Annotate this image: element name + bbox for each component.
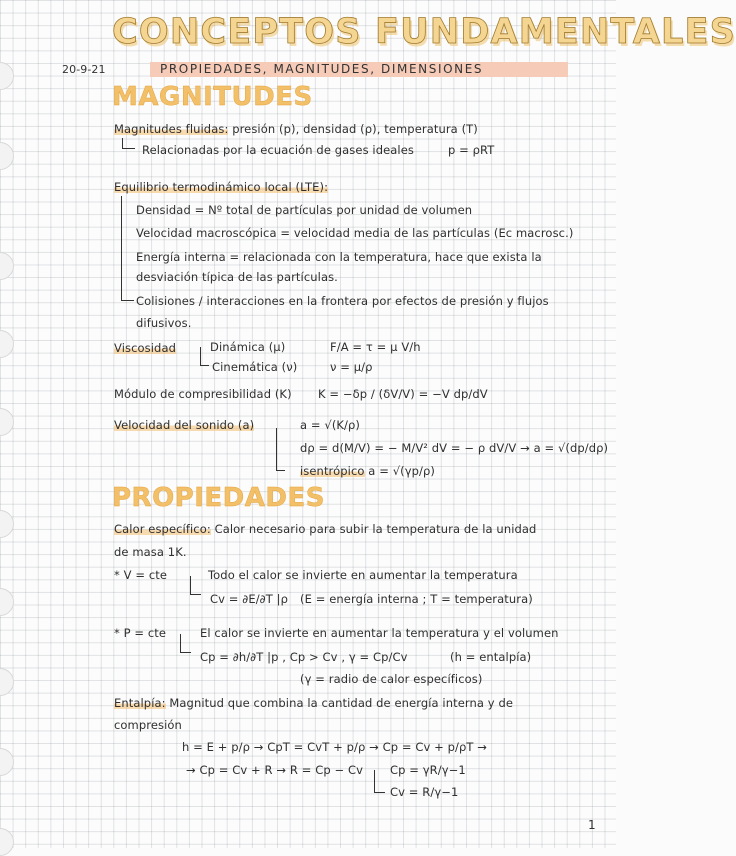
entalpia-text-1: Magnitud que combina la cantidad de energía interna y de [169,696,514,710]
fluidas-label: Magnitudes fluidas: [114,122,229,136]
binder-hole [0,142,14,170]
cv-formula: Cv = ∂E/∂T |ρ [210,592,288,606]
lte-item-4: Colisiones / interacciones en la frontera por efectos de presión y flujos [136,294,549,308]
binder-hole [0,748,14,776]
isentropico-formula: a = √(γp/ρ) [368,464,435,478]
calor-label: Calor específico: [114,522,211,536]
viscosidad-bracket [200,347,209,366]
page-title: CONCEPTOS FUNDAMENTALES [112,12,736,52]
sonido-formula-2: dρ = d(M/V) = − M/V² dV = − ρ dV/V → a = √(dp/dρ) [300,441,609,455]
entalpia-bracket [374,770,385,793]
entalpia-eq-3: Cp = γR/γ−1 [390,763,466,777]
entalpia-line [114,696,513,710]
lte-item-1: Densidad = Nº total de partículas por unidad de volumen [136,203,473,217]
binder-hole [0,62,14,90]
entalpia-eq-4: Cv = R/γ−1 [390,785,459,799]
calor-line [114,522,536,536]
section-heading-propiedades: PROPIEDADES [112,483,325,513]
lte-bracket [121,196,134,301]
isentropico-label: isentrópico [300,464,365,478]
cp-formula: Cp = ∂h/∂T |p , Cp > Cv , γ = Cp/Cv [200,650,408,664]
lte-label: Equilibrio termodinámico local (LTE): [114,180,329,194]
fluidas-text: presión (p), densidad (ρ), temperatura (T) [232,122,478,136]
gamma-note: (γ = radio de calor específicos) [300,672,483,686]
dinamica: Dinámica (μ) [210,340,286,354]
sonido-label: Velocidad del sonido (a) [114,418,255,432]
lte-item-3b: desviación típica de las partículas. [136,270,338,284]
binder-hole [0,330,14,358]
gases-formula: p = ρRT [448,143,495,157]
cp-note: (h = entalpía) [450,650,532,664]
v-text: Todo el calor se invierte en aumentar la temperatura [208,568,518,582]
lte-item-4b: difusivos. [136,316,192,330]
sonido-formula-1: a = √(K/ρ) [300,418,361,432]
isentropico-line [300,464,435,478]
binder-hole [0,668,14,696]
entalpia-text-2: compresión [114,718,182,732]
cinematica: Cinemática (ν) [212,360,298,374]
entalpia-label: Entalpía: [114,696,166,710]
branch-arrow [122,138,135,149]
entalpia-eq-2: → Cp = Cv + R → R = Cp − Cv [186,763,364,777]
calor-text-2: de masa 1K. [114,545,187,559]
section-heading-magnitudes: MAGNITUDES [112,82,313,112]
dinamica-formula: F/A = τ = μ V/h [330,340,421,354]
cinematica-formula: ν = μ/ρ [330,360,373,374]
page-number: 1 [588,818,596,832]
subtitle: PROPIEDADES, MAGNITUDES, DIMENSIONES [160,62,484,76]
cv-note: (E = energía interna ; T = temperatura) [300,592,533,606]
binder-hole [0,252,14,280]
lte-item-3: Energía interna = relacionada con la temperatura, hace que exista la [136,250,542,264]
p-bracket [180,634,191,653]
v-cte: * V = cte [114,568,168,582]
viscosidad-label: Viscosidad [114,341,176,355]
v-bracket [190,576,201,595]
binder-hole [0,510,14,538]
sonido-bracket [276,428,285,471]
entalpia-eq-1: h = E + p/ρ → CpT = CvT + p/ρ → Cp = Cv + p/ρT → [182,740,488,754]
p-text: El calor se invierte en aumentar la temperatura y el volumen [200,626,559,640]
binder-hole [0,588,14,616]
binder-hole [0,828,14,856]
binder-hole [0,408,14,436]
modulo-formula: K = −δp / (δV/V) = −V dp/dV [318,387,488,401]
modulo-label: Módulo de compresibilidad (K) [114,387,292,401]
p-cte: * P = cte [114,626,167,640]
gases-text: Relacionadas por la ecuación de gases ideales [142,143,414,157]
date: 20-9-21 [62,63,106,76]
calor-text-1: Calor necesario para subir la temperatura de la unidad [214,522,537,536]
fluidas-line [114,122,478,136]
lte-item-2: Velocidad macroscópica = velocidad media de las partículas (Ec macrosc.) [136,226,574,240]
